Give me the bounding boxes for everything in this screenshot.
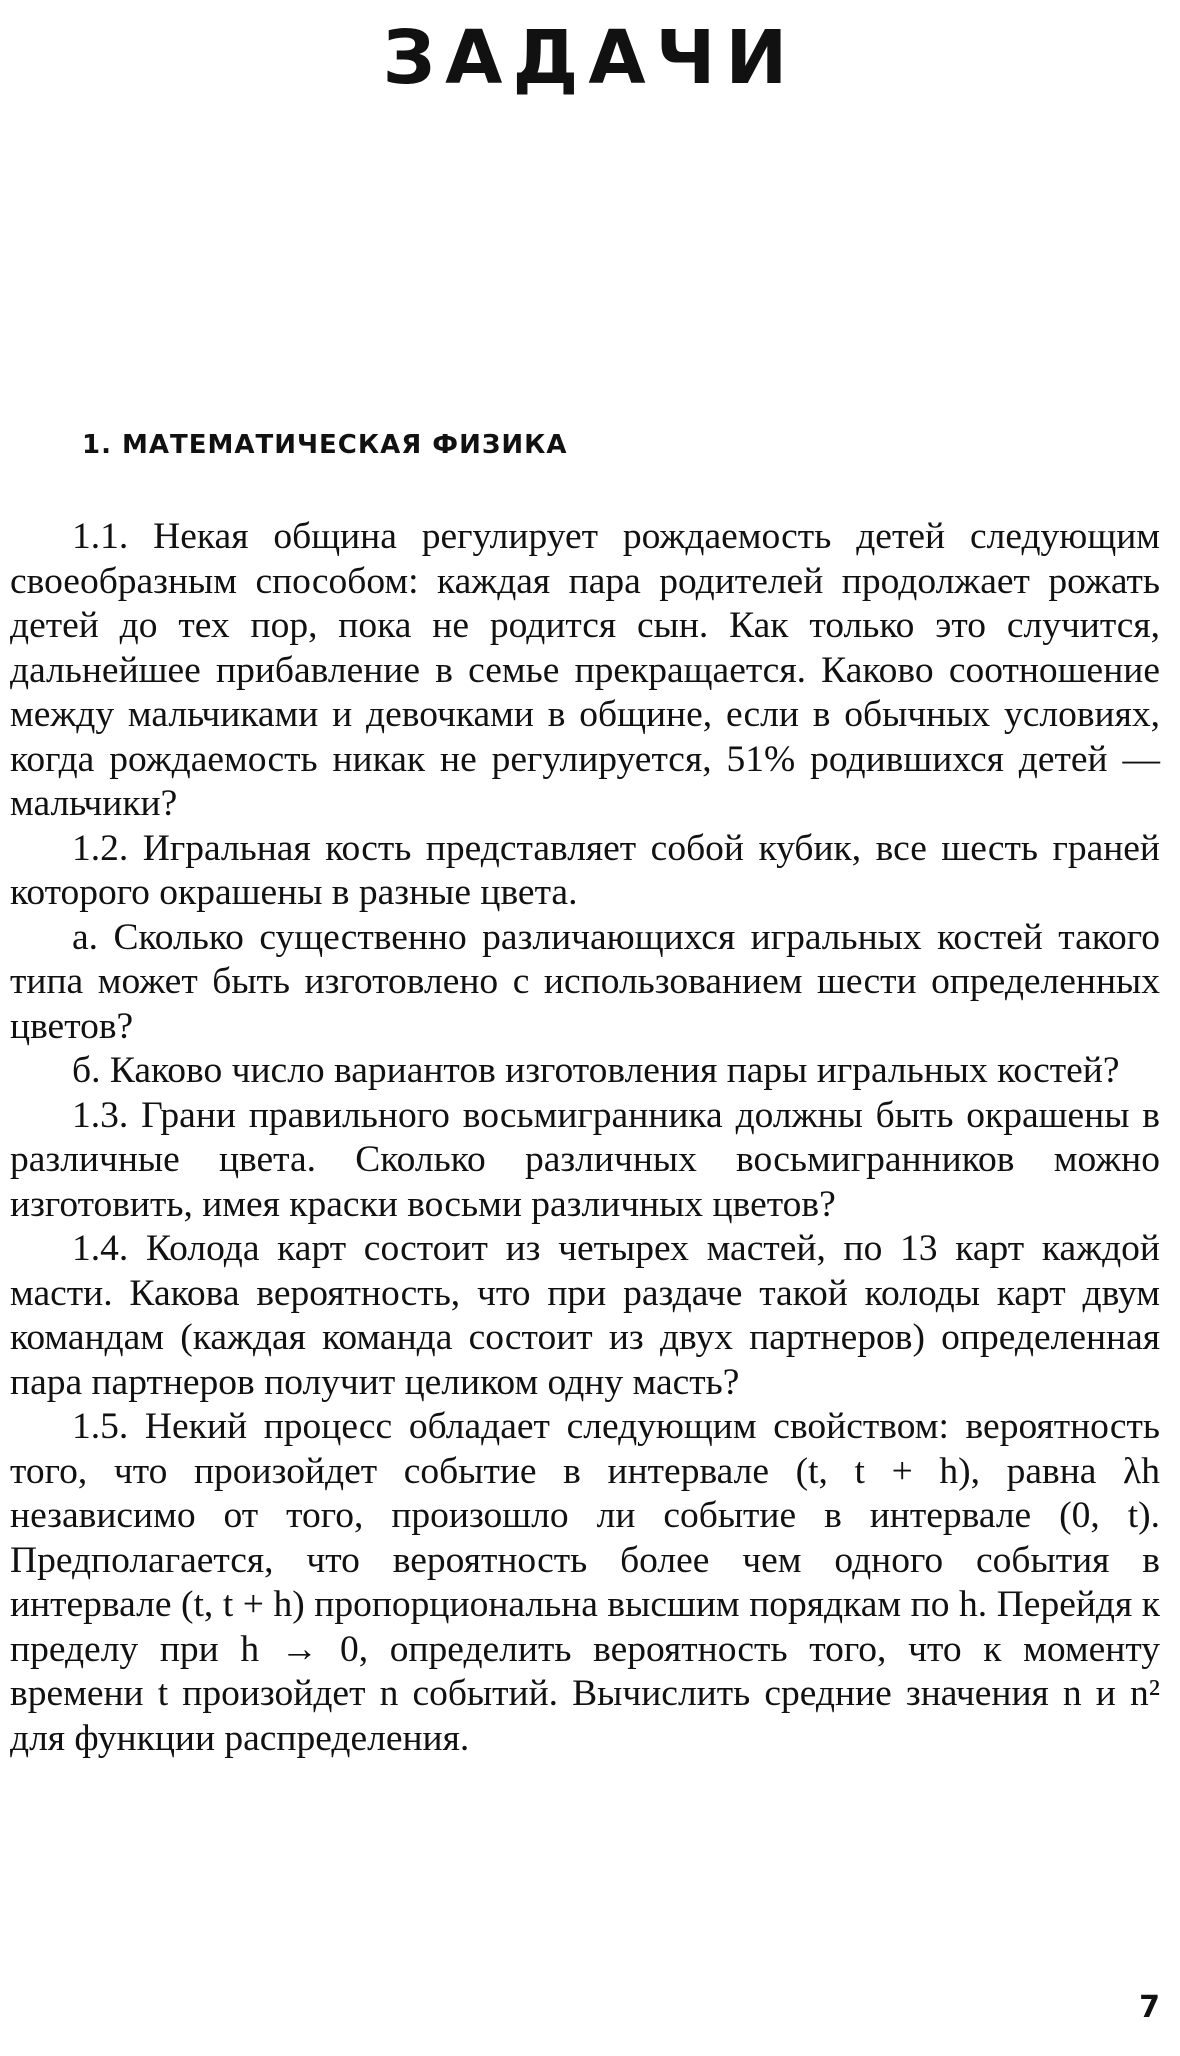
page-title: ЗАДАЧИ (382, 15, 798, 101)
problems-text (10, 515, 1160, 1761)
page-number: 7 (1139, 1990, 1160, 2025)
problem-1-5: 1.5. Некий процесс обладает следующим свойством: вероятность того, что произойдет событие в интервале (t, t + h), равна λh независимо от того, произошло ли событие в интервале (0, t). Предполагается, что вероятность более чем одного события в интервале (t, t + h) пропорциональна высшим порядкам по h. Перейдя к пределу при h → 0, определить вероятность того, что к моменту времени t произойдет n событий. Вычислить средние значения n и n² для функции распределения. (10, 1406, 1160, 1759)
problem-1-4: 1.4. Колода карт состоит из четырех мастей, по 13 карт каждой масти. Какова вероятность, что при раздаче такой колоды карт двум командам (каждая команда состоит из двух партнеров) определенная пара партнеров получит целиком одну масть? (10, 1228, 1160, 1403)
section-heading: 1. МАТЕМАТИЧЕСКАЯ ФИЗИКА (82, 430, 568, 460)
problem-1-3: 1.3. Грани правильного восьмигранника должны быть окрашены в различные цвета. Сколько различных восьмигранников можно изготовить, имея краски восьми различных цветов? (10, 1094, 1160, 1225)
problem-1-2-b: б. Каково число вариантов изготовления пары игральных костей? (72, 1050, 1120, 1091)
problem-1-2: 1.2. Игральная кость представляет собой кубик, все шесть граней которого окрашены в разные цвета. (10, 827, 1160, 913)
problem-1-1: 1.1. Некая община регулирует рождаемость детей следующим своеобразным способом: каждая пара родителей продолжает рожать детей до тех пор, пока не родится сын. Как только это случится, дальнейшее прибавление в семье прекращается. Каково соотношение между мальчиками и девочками в общине, если в обычных условиях, когда рождаемость никак не регулируется, 51% родившихся детей — мальчики? (10, 516, 1160, 824)
problem-1-2-a: а. Сколько существенно различающихся игральных костей такого типа может быть изготовлено с использованием шести определенных цветов? (10, 916, 1160, 1047)
